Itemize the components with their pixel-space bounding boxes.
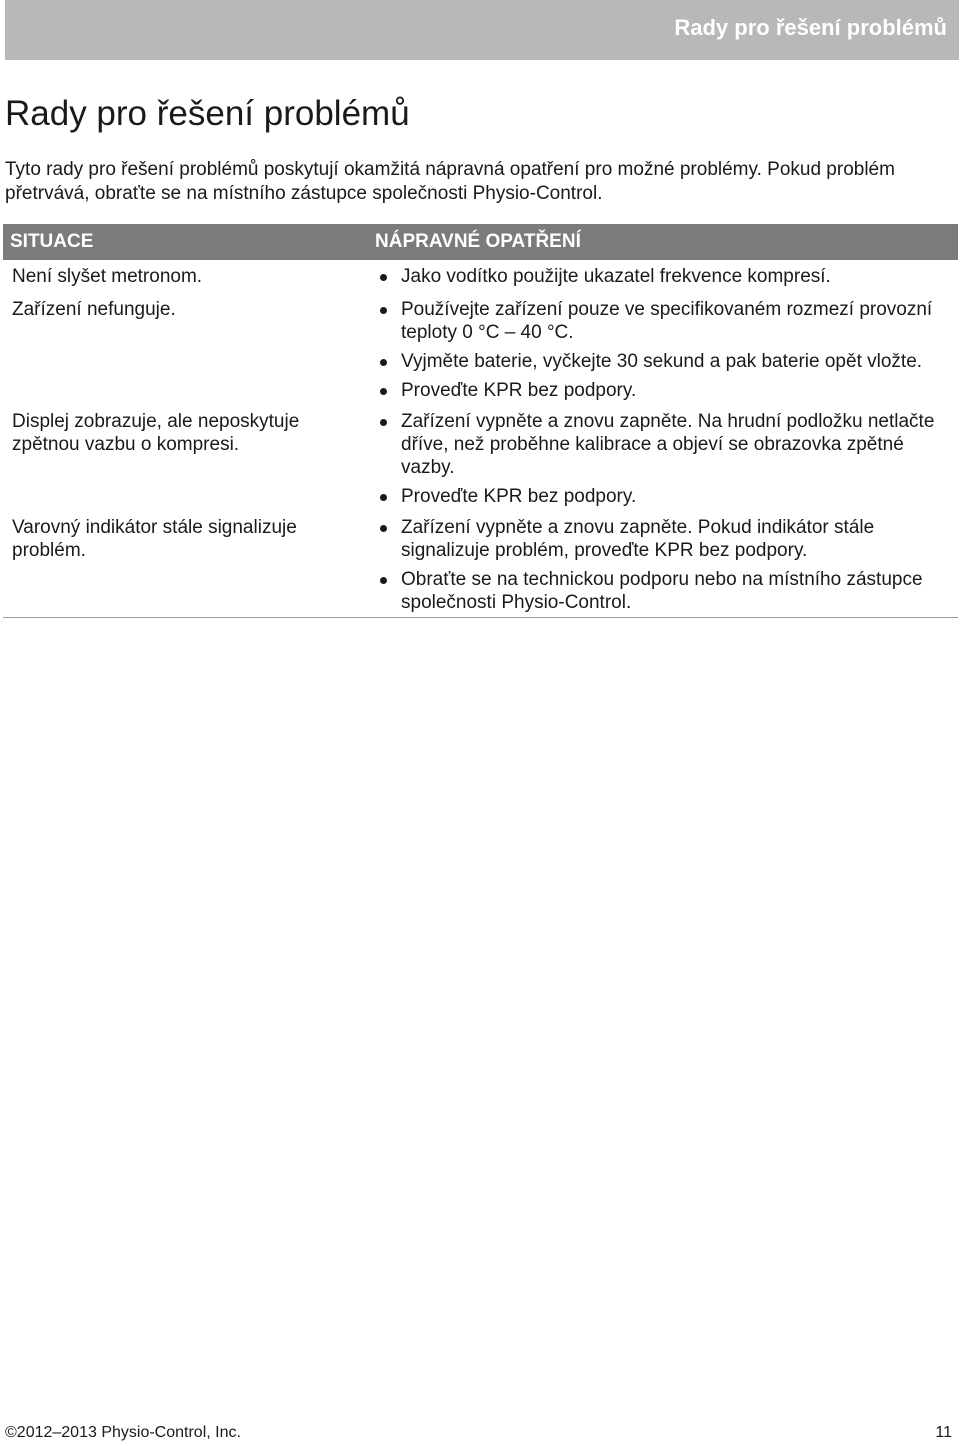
action-item (380, 410, 960, 479)
action-text: Zařízení vypněte a znovu zapněte. Na hrudní podložku netlačte dříve, než proběhne kalibrace a objeví se obrazovka zpětné vazby. (401, 411, 935, 478)
action-text: Vyjměte baterie, vyčkejte 30 sekund a pak baterie opět vložte. (401, 351, 923, 372)
action-list (380, 298, 960, 408)
bullet-icon (380, 494, 387, 501)
situation-cell: Displej zobrazuje, ale neposkytuje zpětnou vazbu o kompresi. (12, 411, 300, 455)
action-list (380, 265, 960, 294)
table-header (3, 224, 958, 260)
action-item (380, 485, 960, 508)
action-item (380, 350, 960, 373)
bullet-icon (380, 307, 387, 314)
situation-cell: Není slyšet metronom. (12, 266, 203, 287)
bullet-icon (380, 577, 387, 584)
action-item (380, 265, 960, 288)
page-title: Rady pro řešení problémů (5, 94, 410, 133)
bullet-icon (380, 525, 387, 532)
action-text: Proveďte KPR bez podpory. (401, 486, 637, 507)
action-item (380, 516, 960, 562)
action-text: Používejte zařízení pouze ve specifikovaném rozmezí provozní teploty 0 °C – 40 °C. (401, 299, 933, 343)
action-list (380, 516, 960, 620)
intro-paragraph: Tyto rady pro řešení problémů poskytují okamžitá nápravná opatření pro možné problémy. Pokud problém přetrvává, obraťte se na místního zástupce společnosti Physio-Control. (5, 159, 895, 204)
situation-cell: Zařízení nefunguje. (12, 299, 176, 320)
action-text: Jako vodítko použijte ukazatel frekvence kompresí. (401, 266, 831, 287)
bullet-icon (380, 274, 387, 281)
footer-page-number: 11 (935, 1424, 952, 1441)
action-list (380, 410, 960, 514)
action-item (380, 379, 960, 402)
table-bottom-rule (3, 617, 958, 618)
action-text: Zařízení vypněte a znovu zapněte. Pokud indikátor stále signalizuje problém, proveďte KPR bez podpory. (401, 517, 875, 561)
page-header-bar (5, 0, 959, 60)
action-text: Obraťte se na technickou podporu nebo na místního zástupce společnosti Physio-Control. (401, 569, 923, 613)
action-item (380, 298, 960, 344)
bullet-icon (380, 388, 387, 395)
bullet-icon (380, 359, 387, 366)
situation-cell: Varovný indikátor stále signalizuje problém. (12, 517, 297, 561)
footer-copyright: ©2012–2013 Physio-Control, Inc. (5, 1424, 241, 1441)
header-title: Rady pro řešení problémů (674, 15, 947, 40)
column-header-situation: SITUACE (10, 231, 94, 252)
bullet-icon (380, 419, 387, 426)
column-header-action: NÁPRAVNÉ OPATŘENÍ (375, 231, 581, 252)
action-text: Proveďte KPR bez podpory. (401, 380, 637, 401)
action-item (380, 568, 960, 614)
